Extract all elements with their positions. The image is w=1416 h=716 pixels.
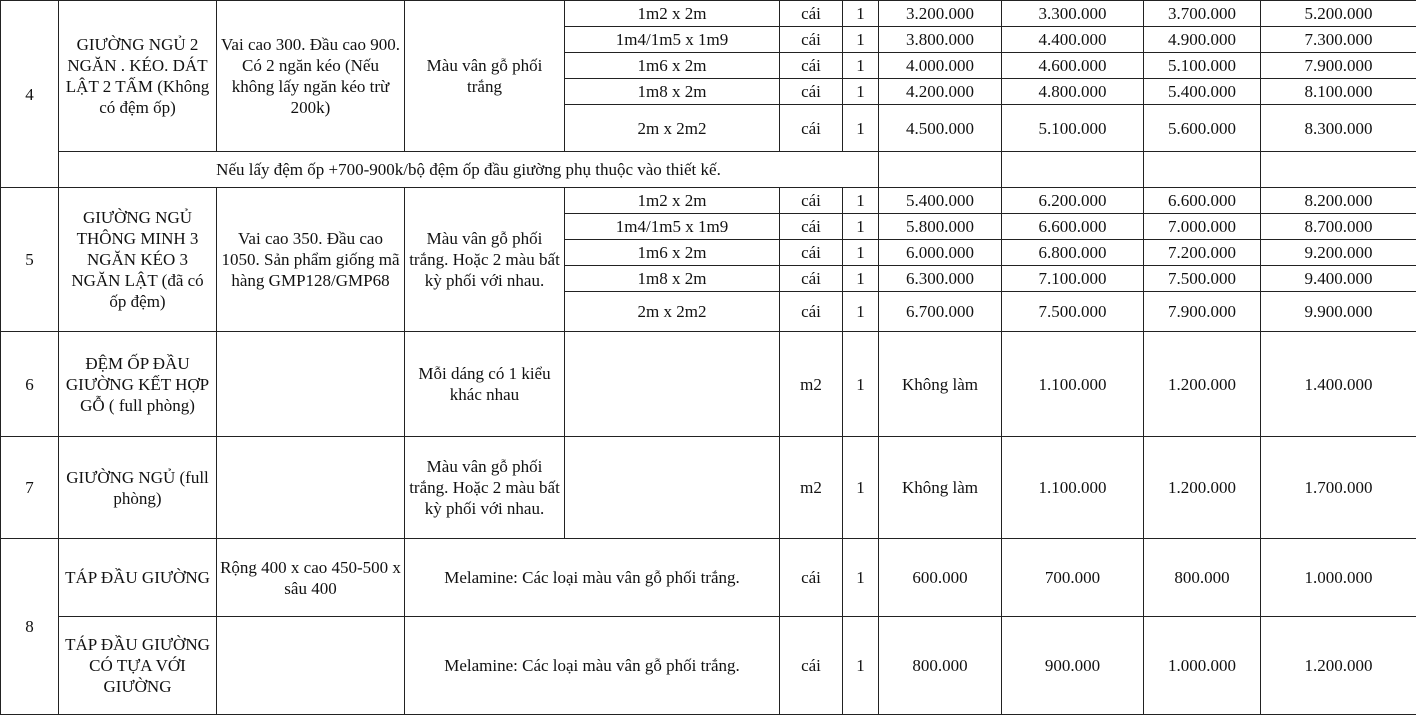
price-3-cell: 4.900.000 <box>1144 27 1261 53</box>
unit-cell: cái <box>780 539 843 617</box>
price-4-cell: 1.200.000 <box>1261 617 1416 715</box>
price-3-cell: 5.600.000 <box>1144 105 1261 152</box>
size-cell: 1m2 x 2m <box>565 188 780 214</box>
qty-cell: 1 <box>843 27 879 53</box>
price-2-cell: 6.800.000 <box>1002 240 1144 266</box>
stt-cell: 4 <box>1 1 59 188</box>
price-4-cell: 8.200.000 <box>1261 188 1416 214</box>
price-1-cell: 3.800.000 <box>879 27 1002 53</box>
qty-cell: 1 <box>843 188 879 214</box>
price-3-cell: 7.200.000 <box>1144 240 1261 266</box>
price-4-cell: 5.200.000 <box>1261 1 1416 27</box>
size-cell: 1m8 x 2m <box>565 79 780 105</box>
color-cell: Melamine: Các loại màu vân gỗ phối trắng. <box>405 539 780 617</box>
size-cell <box>565 437 780 539</box>
price-3-cell: 7.000.000 <box>1144 214 1261 240</box>
unit-cell: m2 <box>780 437 843 539</box>
price-3-cell: 1.200.000 <box>1144 437 1261 539</box>
table-row <box>1 152 1416 188</box>
size-cell: 2m x 2m2 <box>565 292 780 332</box>
spec-cell <box>217 332 405 437</box>
price-1-cell: 600.000 <box>879 539 1002 617</box>
size-cell: 1m6 x 2m <box>565 240 780 266</box>
qty-cell: 1 <box>843 617 879 715</box>
price-1-cell: 4.200.000 <box>879 79 1002 105</box>
unit-cell: m2 <box>780 332 843 437</box>
price-2-cell: 700.000 <box>1002 539 1144 617</box>
size-cell: 1m4/1m5 x 1m9 <box>565 27 780 53</box>
price-4-cell: 9.200.000 <box>1261 240 1416 266</box>
price-2-cell: 4.400.000 <box>1002 27 1144 53</box>
color-cell: Màu vân gỗ phối trắng <box>405 1 565 152</box>
table-row <box>1 188 1416 214</box>
price-2-cell: 1.100.000 <box>1002 437 1144 539</box>
product-name-cell: TÁP ĐẦU GIƯỜNG <box>59 539 217 617</box>
unit-cell: cái <box>780 214 843 240</box>
price-4-cell: 7.900.000 <box>1261 53 1416 79</box>
product-name-cell: TÁP ĐẦU GIƯỜNG CÓ TỰA VỚI GIƯỜNG <box>59 617 217 715</box>
color-cell: Melamine: Các loại màu vân gỗ phối trắng. <box>405 617 780 715</box>
unit-cell: cái <box>780 53 843 79</box>
spec-cell <box>217 617 405 715</box>
product-name-cell: GIƯỜNG NGỦ 2 NGĂN . KÉO. DÁT LẬT 2 TẤM (Không có đệm ốp) <box>59 1 217 152</box>
price-1-cell: 4.500.000 <box>879 105 1002 152</box>
qty-cell: 1 <box>843 266 879 292</box>
table-row <box>1 332 1416 437</box>
empty-cell <box>1261 152 1416 188</box>
price-4-cell: 1.000.000 <box>1261 539 1416 617</box>
qty-cell: 1 <box>843 292 879 332</box>
price-4-cell: 8.100.000 <box>1261 79 1416 105</box>
table-row <box>1 437 1416 539</box>
price-1-cell: 6.300.000 <box>879 266 1002 292</box>
empty-cell <box>1002 152 1144 188</box>
product-name-cell: GIƯỜNG NGỦ (full phòng) <box>59 437 217 539</box>
price-4-cell: 9.400.000 <box>1261 266 1416 292</box>
price-3-cell: 6.600.000 <box>1144 188 1261 214</box>
unit-cell: cái <box>780 292 843 332</box>
unit-cell: cái <box>780 188 843 214</box>
price-3-cell: 7.500.000 <box>1144 266 1261 292</box>
price-2-cell: 900.000 <box>1002 617 1144 715</box>
price-1-cell: 800.000 <box>879 617 1002 715</box>
color-cell: Mỗi dáng có 1 kiểu khác nhau <box>405 332 565 437</box>
price-2-cell: 7.100.000 <box>1002 266 1144 292</box>
note-cell: Nếu lấy đệm ốp +700-900k/bộ đệm ốp đầu giường phụ thuộc vào thiết kế. <box>59 152 879 188</box>
price-2-cell: 1.100.000 <box>1002 332 1144 437</box>
price-2-cell: 7.500.000 <box>1002 292 1144 332</box>
unit-cell: cái <box>780 27 843 53</box>
color-cell: Màu vân gỗ phối trắng. Hoặc 2 màu bất kỳ phối với nhau. <box>405 437 565 539</box>
qty-cell: 1 <box>843 539 879 617</box>
qty-cell: 1 <box>843 79 879 105</box>
table-row <box>1 539 1416 617</box>
price-2-cell: 6.600.000 <box>1002 214 1144 240</box>
unit-cell: cái <box>780 1 843 27</box>
empty-cell <box>879 152 1002 188</box>
size-cell: 1m8 x 2m <box>565 266 780 292</box>
spec-cell <box>217 437 405 539</box>
table-row <box>1 617 1416 715</box>
price-4-cell: 1.400.000 <box>1261 332 1416 437</box>
stt-cell: 8 <box>1 539 59 715</box>
price-4-cell: 9.900.000 <box>1261 292 1416 332</box>
price-1-cell: Không làm <box>879 332 1002 437</box>
qty-cell: 1 <box>843 332 879 437</box>
size-cell: 1m4/1m5 x 1m9 <box>565 214 780 240</box>
price-1-cell: 5.800.000 <box>879 214 1002 240</box>
price-4-cell: 7.300.000 <box>1261 27 1416 53</box>
price-3-cell: 5.400.000 <box>1144 79 1261 105</box>
stt-cell: 5 <box>1 188 59 332</box>
price-4-cell: 8.300.000 <box>1261 105 1416 152</box>
qty-cell: 1 <box>843 1 879 27</box>
price-2-cell: 5.100.000 <box>1002 105 1144 152</box>
stt-cell: 7 <box>1 437 59 539</box>
price-4-cell: 8.700.000 <box>1261 214 1416 240</box>
price-3-cell: 1.200.000 <box>1144 332 1261 437</box>
price-2-cell: 6.200.000 <box>1002 188 1144 214</box>
qty-cell: 1 <box>843 214 879 240</box>
size-cell <box>565 332 780 437</box>
spec-cell: Vai cao 350. Đầu cao 1050. Sản phẩm giống mã hàng GMP128/GMP68 <box>217 188 405 332</box>
qty-cell: 1 <box>843 437 879 539</box>
stt-cell: 6 <box>1 332 59 437</box>
price-3-cell: 800.000 <box>1144 539 1261 617</box>
product-name-cell: ĐỆM ỐP ĐẦU GIƯỜNG KẾT HỢP GỖ ( full phòng) <box>59 332 217 437</box>
price-3-cell: 3.700.000 <box>1144 1 1261 27</box>
size-cell: 1m6 x 2m <box>565 53 780 79</box>
price-1-cell: 3.200.000 <box>879 1 1002 27</box>
unit-cell: cái <box>780 617 843 715</box>
price-1-cell: 4.000.000 <box>879 53 1002 79</box>
unit-cell: cái <box>780 105 843 152</box>
table-row <box>1 1 1416 27</box>
unit-cell: cái <box>780 79 843 105</box>
price-3-cell: 5.100.000 <box>1144 53 1261 79</box>
price-1-cell: 5.400.000 <box>879 188 1002 214</box>
qty-cell: 1 <box>843 53 879 79</box>
spec-cell: Rộng 400 x cao 450-500 x sâu 400 <box>217 539 405 617</box>
unit-cell: cái <box>780 266 843 292</box>
spec-cell: Vai cao 300. Đầu cao 900. Có 2 ngăn kéo (Nếu không lấy ngăn kéo trừ 200k) <box>217 1 405 152</box>
price-1-cell: 6.000.000 <box>879 240 1002 266</box>
unit-cell: cái <box>780 240 843 266</box>
price-3-cell: 1.000.000 <box>1144 617 1261 715</box>
size-cell: 2m x 2m2 <box>565 105 780 152</box>
qty-cell: 1 <box>843 105 879 152</box>
price-4-cell: 1.700.000 <box>1261 437 1416 539</box>
size-cell: 1m2 x 2m <box>565 1 780 27</box>
price-2-cell: 4.800.000 <box>1002 79 1144 105</box>
price-3-cell: 7.900.000 <box>1144 292 1261 332</box>
qty-cell: 1 <box>843 240 879 266</box>
empty-cell <box>1144 152 1261 188</box>
price-1-cell: Không làm <box>879 437 1002 539</box>
color-cell: Màu vân gỗ phối trắng. Hoặc 2 màu bất kỳ phối với nhau. <box>405 188 565 332</box>
price-2-cell: 3.300.000 <box>1002 1 1144 27</box>
product-name-cell: GIƯỜNG NGỦ THÔNG MINH 3 NGĂN KÉO 3 NGĂN LẬT (đã có ốp đệm) <box>59 188 217 332</box>
price-1-cell: 6.700.000 <box>879 292 1002 332</box>
price-2-cell: 4.600.000 <box>1002 53 1144 79</box>
